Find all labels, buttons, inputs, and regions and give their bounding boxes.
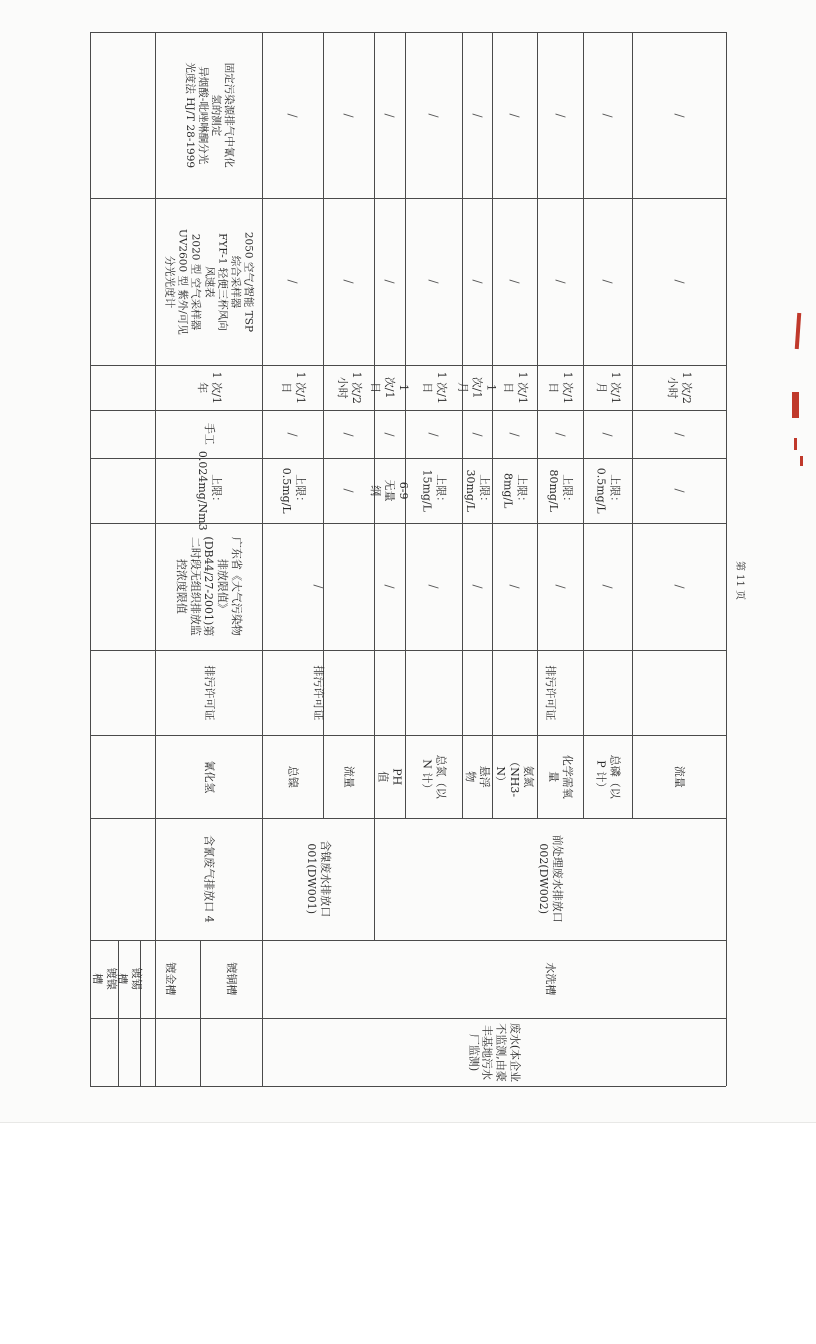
outlet-cell: 含氰废气排放口 4 [202,835,216,923]
method-cell: / [672,431,687,437]
limit-cell: 上限：0.024mg/Nm3 [195,450,223,531]
standard-cell: / [553,584,568,589]
outlet-cell: 前处理废水排放口 002(DW002) [537,835,564,923]
analysis-cell: / [341,112,356,118]
pollutant-cell: 总镍 [286,765,300,788]
process-cell: 镀锡槽 [116,968,143,990]
standard-cell: / [426,584,441,589]
standard-cell: / [382,584,397,589]
limit-cell: 上限：0.5mg/L [279,467,307,514]
analysis-cell: / [553,112,568,118]
instrument-cell: / [672,279,687,284]
instrument-cell: / [285,279,300,284]
limit-cell: 上限：15mg/L [420,469,448,512]
category-cell [262,1018,726,1086]
instrument-cell: / [553,279,568,284]
pollutant-cell: 流量 [672,765,686,788]
page-number: 第 11 页 [734,560,746,600]
frequency-cell: 1 次/1 年 [195,371,223,404]
standard-cell: / [672,584,687,589]
basis-cell: 排污许可证 [311,665,325,720]
method-cell: / [426,431,441,437]
pollutant-cell: 总磷（以 P 计） [594,754,622,799]
instrument-cell: / [341,279,356,284]
pollutant-cell: 悬浮物 [464,765,491,788]
limit-cell: / [672,488,687,493]
analysis-cell: / [285,112,300,118]
analysis-cell: / [672,112,687,118]
instrument-cell: / [507,279,522,284]
frequency-cell: 1 次/2 小时 [666,371,693,404]
frequency-cell: 1 次/1 日 [279,371,307,404]
method-cell: / [600,431,615,437]
method-cell: / [341,431,356,437]
process-cell: 镀镍槽 [91,968,118,990]
stamp-mark [795,313,802,349]
analysis-cell: / [426,112,441,118]
standard-cell: / [507,584,522,589]
process-cell: 镀铜槽 [224,962,238,996]
method-cell: / [507,431,522,437]
limit-cell: 6-9 无量纲 [369,479,411,502]
instrument-cell: 2050 空气/智能 TSP 综合采样器 FYF-1 轻便三杯风向风速表 2020 型 空气采样器 UV2600 型 紫外/可见分光光度计 [163,228,255,335]
frequency-cell: 1 次/1 月 [457,376,498,399]
pollutant-cell: 氨氮（NH3-N） [494,756,536,797]
frequency-cell: 1 次/1 日 [369,376,411,399]
instrument-cell: / [600,279,615,284]
stamp-mark [800,456,803,466]
analysis-cell: / [382,112,397,118]
pollutant-cell: 流量 [342,765,356,788]
stamp-mark [792,392,799,418]
standard-cell: 广东省《大气污染物排放限值》(DB44/27-2001)第二时段无组织排放监控浓度限值 [174,536,243,637]
standard-cell: / [600,584,615,589]
pollutant-cell: 总氮（以 N 计） [420,754,448,799]
method-cell: / [382,431,397,437]
limit-cell: 上限：30mg/L [464,469,491,512]
pollutant-cell: 氰化氢 [202,760,216,793]
method-cell: 手工 [202,423,216,445]
frequency-cell: 1 次/2 小时 [335,371,363,404]
instrument-cell: / [382,279,397,284]
process-cell: 镀金槽 [163,962,177,996]
frequency-cell: 1 次/1 日 [547,371,574,404]
method-cell: / [470,431,485,437]
instrument-cell: / [470,279,485,284]
method-cell: / [285,431,300,437]
frequency-cell: 1 次/1 日 [420,371,448,404]
category-text: 废水(本企业不监测,由豪丰基地污水厂监测) [467,1022,522,1082]
instrument-cell: / [426,279,441,284]
process-cell: 水洗槽 [543,962,557,996]
pollutant-cell: 化学需氧量 [547,754,574,799]
limit-cell: 上限：0.5mg/L [594,467,622,514]
standard-cell: / [311,584,326,589]
limit-cell: 上限：8mg/L [501,472,529,509]
pollutant-cell: PH 值 [376,768,404,785]
analysis-cell: 固定污染源排气中氰化氢的测定 异烟酸-吡唑啉酮分光光度法 HJ/T 28-1999 [183,62,235,168]
frequency-cell: 1 次/1 月 [594,371,622,404]
stamp-mark [794,438,797,450]
analysis-cell: / [507,112,522,118]
standard-cell: / [470,584,485,589]
outlet-cell: 含镍废水排放口 001(DW001) [305,840,332,918]
limit-cell: / [341,488,356,493]
frequency-cell: 1 次/1 日 [501,371,529,404]
limit-cell: 上限：80mg/L [547,469,574,512]
analysis-cell: / [600,112,615,118]
analysis-cell: / [470,112,485,118]
method-cell: / [553,431,568,437]
basis-cell: 排污许可证 [202,665,216,720]
basis-cell: 排污许可证 [543,665,557,720]
